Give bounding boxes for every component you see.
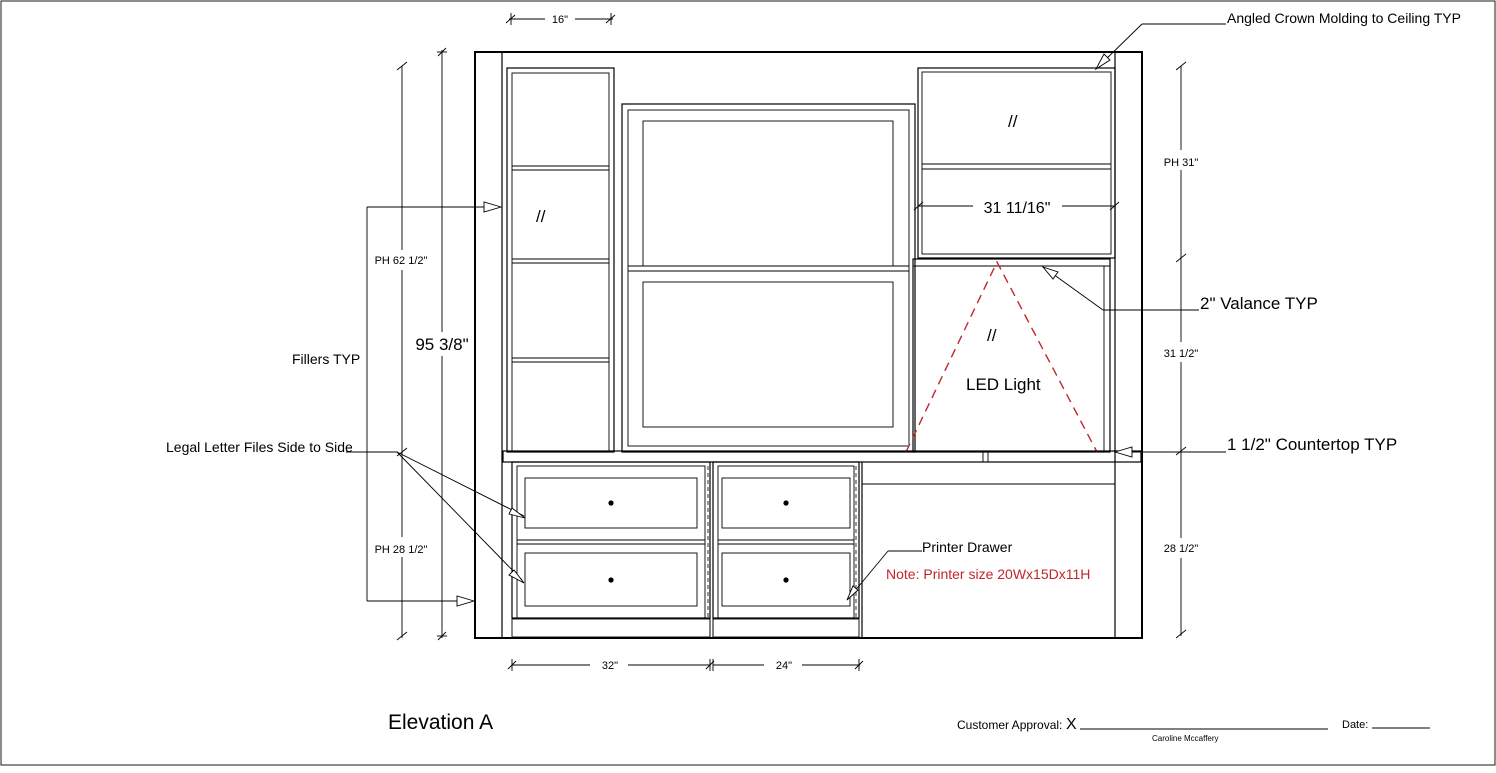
left-bookcase: [507, 68, 614, 452]
drawer-knob: [608, 500, 613, 505]
dim-label-right-mid: 31 1/2": [1163, 348, 1199, 360]
glass-mark: //: [536, 207, 546, 226]
dim-bottom-widths: [508, 659, 863, 671]
drawer-knob: [783, 577, 788, 582]
callout-valance: 2" Valance TYP: [1200, 294, 1318, 313]
callout-fillers: Fillers TYP: [292, 351, 361, 367]
dim-label-overall-height: 95 3/8": [415, 335, 469, 354]
countertop-callout: [1115, 447, 1226, 457]
date-label: Date:: [1342, 719, 1369, 731]
signature: Caroline Mccaffery: [1152, 734, 1219, 743]
glass-mark: //: [987, 326, 997, 345]
dim-label-upper-right-width: 31 11/16": [983, 200, 1051, 217]
cabinet-frame: [475, 52, 1142, 638]
drawer-knob: [783, 500, 788, 505]
page-border: [1, 1, 1495, 765]
callout-legal-files: Legal Letter Files Side to Side: [166, 439, 353, 455]
countertop: [503, 451, 1141, 638]
lower-file-cabinets: [512, 462, 859, 638]
drawer-knob: [608, 577, 613, 582]
valance-callout: [1043, 267, 1199, 310]
dim-label-ph-left-lower: PH 28 1/2": [374, 544, 428, 556]
dim-label-ph-right-upper: PH 31": [1163, 157, 1199, 169]
dim-label-right-lower: 28 1/2": [1163, 543, 1199, 555]
open-display-area: [906, 259, 1110, 452]
dim-label-top-width: 16": [551, 14, 569, 26]
printer-size-note: Note: Printer size 20Wx15Dx11H: [886, 566, 1091, 582]
upper-right-cabinet: [918, 68, 1115, 258]
legal-files-callout: [346, 452, 525, 583]
approval-label: Customer Approval:: [957, 718, 1063, 732]
led-light-cone: [906, 262, 1097, 452]
approval-mark: X: [1066, 716, 1077, 733]
drawing-title: Elevation A: [388, 711, 494, 734]
dim-label-bottom-mid: 24": [775, 660, 793, 672]
callout-crown-molding: Angled Crown Molding to Ceiling TYP: [1227, 10, 1461, 26]
callout-printer-drawer: Printer Drawer: [922, 539, 1013, 555]
led-light-label: LED Light: [966, 375, 1041, 394]
dim-label-bottom-left: 32": [601, 660, 619, 672]
glass-mark: //: [1008, 112, 1018, 131]
callout-countertop: 1 1/2" Countertop TYP: [1227, 435, 1398, 454]
window: [622, 104, 915, 452]
dim-label-ph-left-upper: PH 62 1/2": [374, 255, 428, 267]
